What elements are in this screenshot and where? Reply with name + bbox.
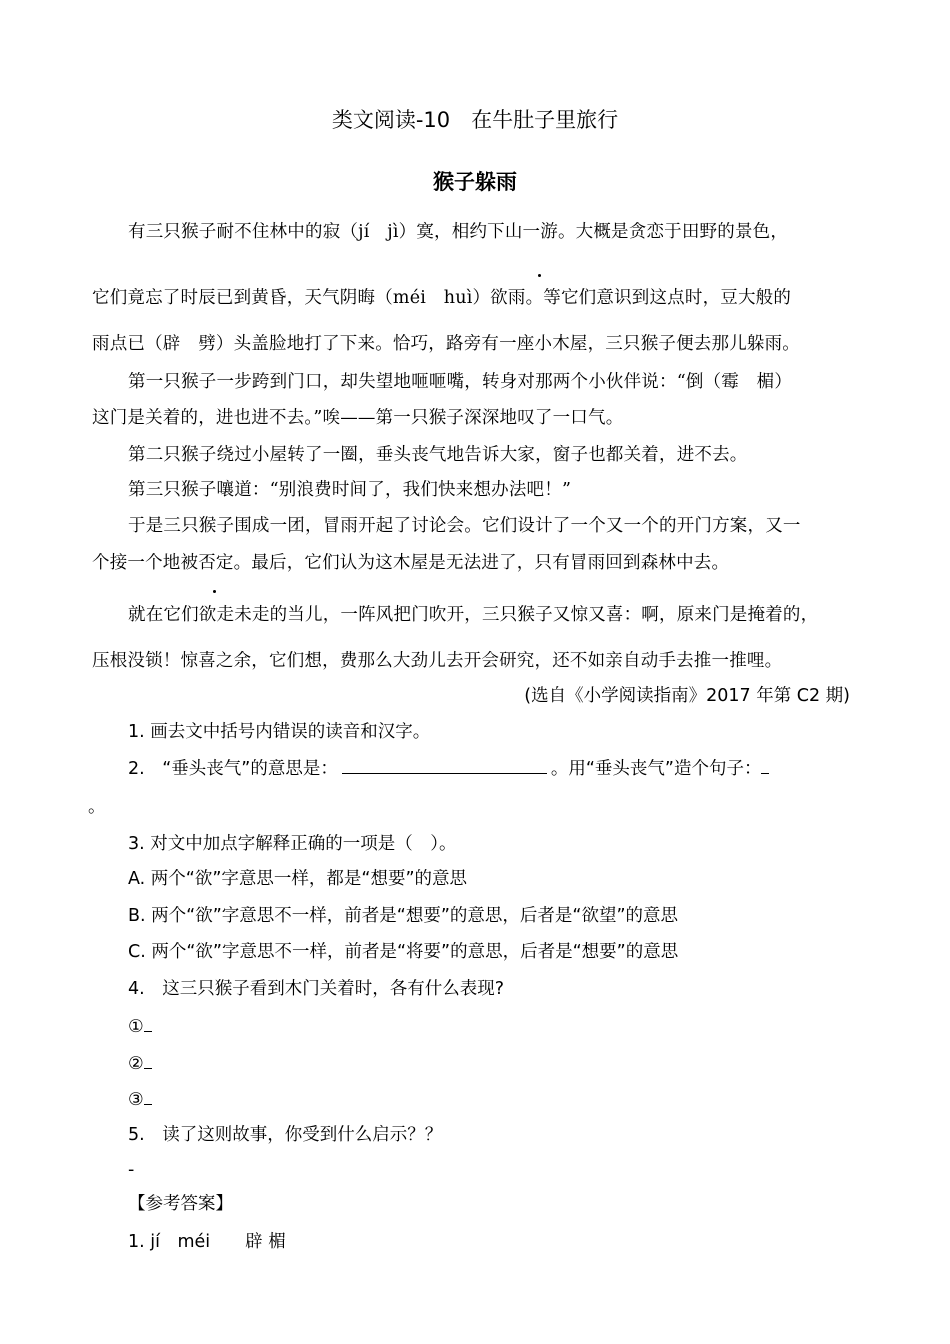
passage-line: 第二只猴子绕过小屋转了一圈，垂头丧气地告诉大家，窗子也都关着，进不去。 (128, 445, 748, 465)
question-3: 3. 对文中加点字解释正确的一项是（ ）。 (128, 834, 457, 854)
answers-heading: 【参考答案】 (128, 1194, 233, 1214)
passage-line: 这门是关着的，进也进不去。”唉——第一只猴子深深地叹了一口气。 (92, 408, 624, 428)
answer-blank[interactable] (144, 1013, 152, 1032)
question-5: 5. 读了这则故事，你受到什么启示？？ (128, 1125, 443, 1145)
answer-blank[interactable] (761, 755, 769, 774)
answer-1: 1. jí méi 辟 楣 (128, 1232, 286, 1252)
option-c[interactable]: C. 两个“欲”字意思不一样，前者是“将要”的意思，后者是“想要”的意思 (128, 942, 679, 962)
question-2 (128, 755, 769, 780)
option-b[interactable]: B. 两个“欲”字意思不一样，前者是“想要”的意思，后者是“欲望”的意思 (128, 906, 679, 926)
story-title: 猴子躲雨 (433, 170, 517, 194)
answer-blank[interactable] (144, 1050, 152, 1069)
answer-blank[interactable] (342, 755, 547, 774)
emphasis-dot (213, 590, 216, 593)
passage-line: 第三只猴子嚷道：“别浪费时间了，我们快来想办法吧！” (128, 480, 572, 500)
passage-line: 压根没锁！惊喜之余，它们想，费那么大劲儿去开会研究，还不如亲自动手去推一推哩。 (92, 651, 783, 671)
option-a[interactable]: A. 两个“欲”字意思一样，都是“想要”的意思 (128, 869, 468, 889)
question-1: 1. 画去文中括号内错误的读音和汉字。 (128, 722, 431, 742)
question-4: 4. 这三只猴子看到木门关着时，各有什么表现? (128, 979, 504, 999)
answer-line-3[interactable] (128, 1086, 152, 1110)
circled-number: ① (128, 1017, 144, 1037)
passage-line: 就在它们欲走未走的当儿，一阵风把门吹开，三只猴子又惊又喜：啊，原来门是掩着的， (128, 605, 819, 625)
circled-number: ③ (128, 1090, 144, 1110)
source-citation: (选自《小学阅读指南》2017 年第 C2 期) (524, 686, 850, 706)
passage-line: 有三只猴子耐不住林中的寂（jí jì）寞，相约下山一游。大概是贪恋于田野的景色， (128, 222, 789, 242)
passage-line: 第一只猴子一步跨到门口，却失望地咂咂嘴，转身对那两个小伙伴说：“倒（霉 楣） (128, 372, 793, 392)
passage-line: 于是三只猴子围成一团，冒雨开起了讨论会。它们设计了一个又一个的开门方案，又一 (128, 516, 801, 536)
passage-line: 个接一个地被否定。最后，它们认为这木屋是无法进了，只有冒雨回到森林中去。 (92, 553, 730, 573)
answer-blank[interactable] (144, 1086, 152, 1105)
question-2-text-2: 。用“垂头丧气”造个句子： (550, 759, 762, 779)
circled-number: ② (128, 1054, 144, 1074)
page-title: 类文阅读-10 在牛肚子里旅行 (331, 108, 619, 132)
answer-line-1[interactable] (128, 1013, 152, 1037)
emphasis-dot (538, 274, 541, 277)
question-2-end: 。 (88, 797, 106, 817)
question-5-answer-line[interactable]: - (128, 1160, 135, 1180)
question-2-text: 2. “垂头丧气”的意思是： (128, 759, 338, 779)
answer-line-2[interactable] (128, 1050, 152, 1074)
passage-line: 雨点已（辟 劈）头盖脸地打了下来。恰巧，路旁有一座小木屋，三只猴子便去那儿躲雨。 (92, 334, 800, 354)
passage-line: 它们竟忘了时辰已到黄昏，天气阴晦（méi huì）欲雨。等它们意识到这点时，豆大般的 (92, 288, 792, 308)
